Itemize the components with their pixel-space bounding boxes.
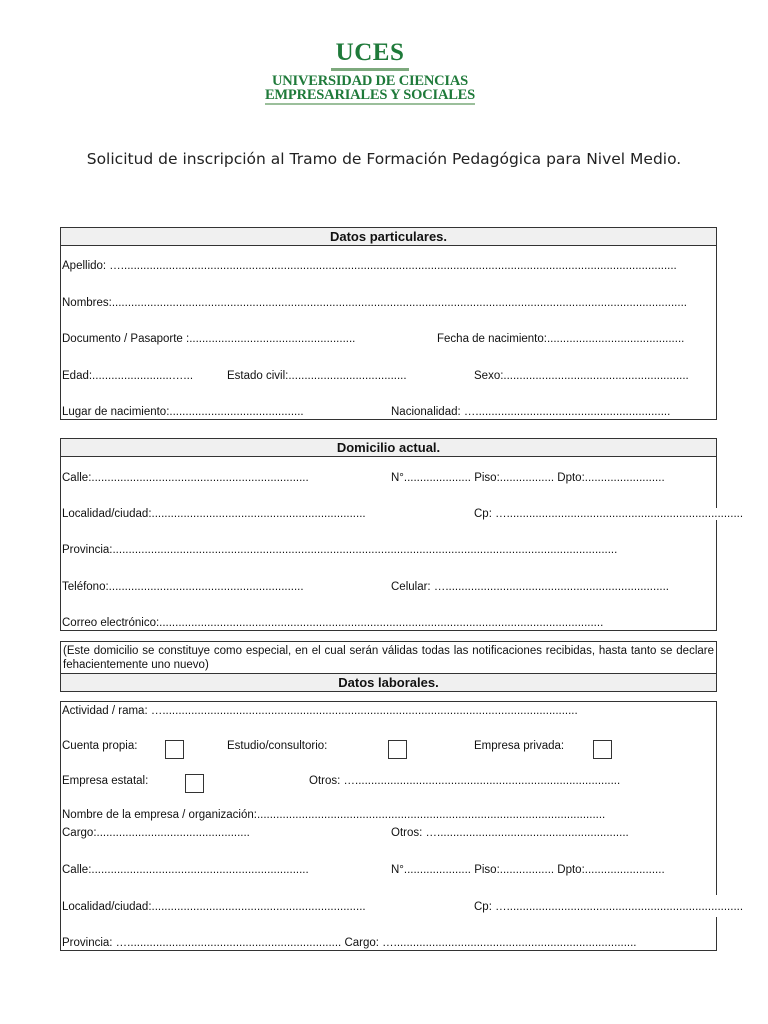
section-header-domicilio: Domicilio actual. <box>60 438 717 457</box>
field-calle-laboral[interactable]: Calle:.................................................................... <box>62 864 309 876</box>
label-empresa-estatal: Empresa estatal: <box>62 775 149 787</box>
field-sexo[interactable]: Sexo:.......................................................... <box>474 370 689 382</box>
field-otros-1[interactable]: Otros: …................................................................................... <box>309 775 621 787</box>
field-provincia[interactable]: Provincia:.............................................................................................................................................................. <box>62 544 618 556</box>
field-documento[interactable]: Documento / Pasaporte :.................................................... <box>62 333 356 345</box>
field-lugar-nacimiento[interactable]: Lugar de nacimiento:.......................................... <box>62 406 304 418</box>
field-nombres[interactable]: Nombres:.................................................................................................................................................................................... <box>62 297 687 309</box>
field-estado-civil[interactable]: Estado civil:..................................... <box>227 370 407 382</box>
logo-divider <box>331 68 409 71</box>
field-cp-laboral[interactable]: Cp: ….......................................................................... <box>474 901 744 913</box>
section-header-particulares: Datos particulares. <box>60 227 717 246</box>
logo-mark: UCES <box>335 39 405 66</box>
field-numero-piso-dpto[interactable]: N°..................... Piso:................. Dpto:......................... <box>391 472 665 484</box>
field-actividad[interactable]: Actividad / rama: ….................................................................................................................................. <box>62 705 578 717</box>
field-otros-2[interactable]: Otros: …............................................................ <box>391 827 629 839</box>
field-provincia-cargo[interactable]: Provincia: …................................................................... Cargo: …............................................................................ <box>62 937 637 949</box>
field-numero-piso-dpto-laboral[interactable]: N°..................... Piso:................. Dpto:......................... <box>391 864 665 876</box>
section-header-laborales: Datos laborales. <box>60 673 717 692</box>
field-celular[interactable]: Celular: …...................................................................... <box>391 581 669 593</box>
field-calle[interactable]: Calle:.................................................................... <box>62 472 309 484</box>
field-localidad[interactable]: Localidad/ciudad:................................................................... <box>62 508 366 520</box>
field-localidad-laboral[interactable]: Localidad/ciudad:................................................................... <box>62 901 366 913</box>
field-fecha-nacimiento[interactable]: Fecha de nacimiento:........................................... <box>437 333 685 345</box>
domicilio-note: (Este domicilio se constituye como especial, en el cual serán válidas todas las notificaciones recibidas, hasta tanto se declare fehacientemente uno nuevo) <box>60 641 717 674</box>
field-edad[interactable]: Edad:.........................…... <box>62 370 194 382</box>
field-cargo-1[interactable]: Cargo:................................................ <box>62 827 250 839</box>
logo-line-2: EMPRESARIALES Y SOCIALES <box>264 87 476 103</box>
field-nombre-empresa[interactable]: Nombre de la empresa / organización:............................................................................................................. <box>62 809 606 821</box>
label-cuenta-propia: Cuenta propia: <box>62 740 138 752</box>
field-apellido[interactable]: Apellido: ….............................................................................................................................................................................. <box>62 260 677 272</box>
field-correo[interactable]: Correo electrónico:........................................................................................................................................... <box>62 617 604 629</box>
checkbox-estudio[interactable] <box>388 740 407 759</box>
field-nacionalidad[interactable]: Nacionalidad: …............................................................. <box>391 406 671 418</box>
label-empresa-privada: Empresa privada: <box>474 740 565 752</box>
checkbox-empresa-estatal[interactable] <box>185 774 204 793</box>
label-estudio: Estudio/consultorio: <box>227 740 328 752</box>
checkbox-cuenta-propia[interactable] <box>165 740 184 759</box>
checkbox-empresa-privada[interactable] <box>593 740 612 759</box>
university-logo <box>250 40 490 105</box>
logo-line-1: UNIVERSIDAD DE CIENCIAS <box>271 73 469 89</box>
field-cp[interactable]: Cp: ….......................................................................... <box>474 508 744 520</box>
page-title: Solicitud de inscripción al Tramo de Formación Pedagógica para Nivel Medio. <box>86 150 682 168</box>
field-telefono[interactable]: Teléfono:............................................................. <box>62 581 304 593</box>
